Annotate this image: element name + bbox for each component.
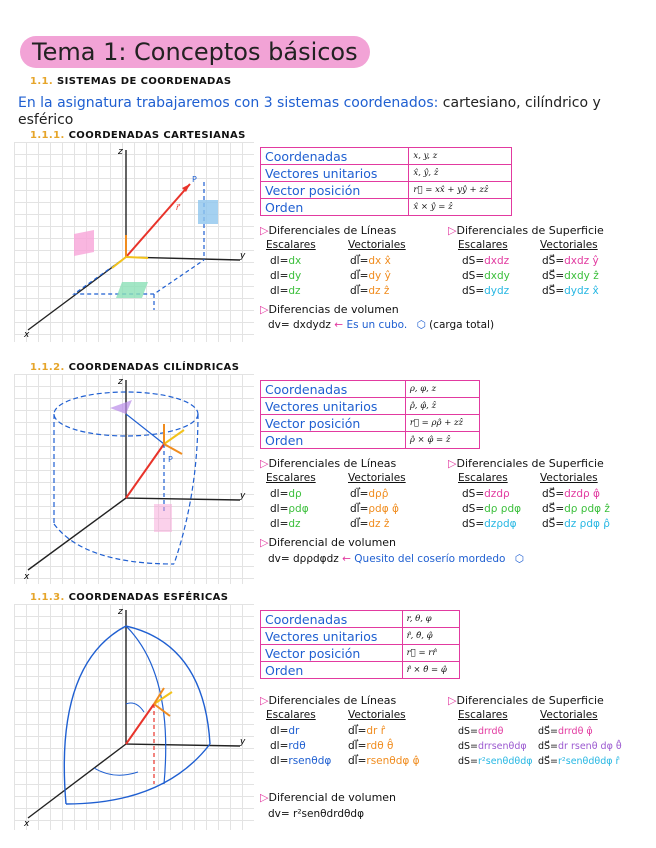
list-item: dS=dzρdφ <box>462 518 517 530</box>
section-label: SISTEMAS DE COORDENADAS <box>57 76 232 87</box>
list-item: dl=dy <box>270 270 302 282</box>
point-p-label: P <box>192 175 197 184</box>
intro-blue: En la asignatura trabajaremos con 3 sistemas coordenados: <box>18 95 439 111</box>
heading-text: Diferenciales de Superficie <box>456 694 604 707</box>
intro-text <box>18 95 638 129</box>
r-label: r⃗ <box>176 203 180 212</box>
cylindrical-volume <box>268 552 524 567</box>
list-item: dl=dz <box>270 285 301 297</box>
list-item: dS⃗=r²senθdθdφ r̂ <box>538 756 620 767</box>
cell-key: Orden <box>261 199 409 216</box>
spherical-ds-heading <box>448 694 604 707</box>
list-item: dS⃗=dr rsenθ dφ θ̂ <box>538 741 622 752</box>
heading-text: Diferencial de volumen <box>268 536 397 549</box>
cell-value: r⃗ = rr̂ <box>402 645 459 662</box>
cartesian-ds-vector-list <box>542 254 599 299</box>
volume-formula: dv= r²senθdrdθdφ <box>268 808 365 820</box>
cell-key: Coordenadas <box>261 148 409 165</box>
list-item: dl=dr <box>270 725 300 737</box>
section-label: COORDENADAS ESFÉRICAS <box>68 592 229 603</box>
list-item: dS⃗=dxdz ŷ <box>542 255 599 267</box>
cell-value: r, θ, φ <box>402 611 459 628</box>
cylindrical-dl-vector-list <box>350 487 399 532</box>
cartesian-volume <box>268 318 494 333</box>
col-vectoriales: Vectoriales <box>540 709 598 721</box>
list-item: dl⃗=dx x̂ <box>350 255 391 267</box>
cell-value: x, y, z <box>409 148 512 165</box>
col-escalares: Escalares <box>458 709 508 721</box>
y-axis-label: y <box>240 491 246 501</box>
volume-formula: dv= dρρdφdz <box>268 553 339 565</box>
spherical-volume <box>268 807 364 822</box>
cube-icon: ⬡ <box>514 553 524 565</box>
x-axis-label: x <box>24 819 30 829</box>
cell-value: r̂ × θ̂ = φ̂ <box>402 662 459 679</box>
cell-value: r̂, θ̂, φ̂ <box>402 628 459 645</box>
phi-arc <box>94 768 138 775</box>
triangle-icon: ▷ <box>260 303 269 316</box>
cell-value: ρ̂, φ̂, ẑ <box>405 398 479 415</box>
triangle-icon: ▷ <box>260 694 269 707</box>
sphere-arc <box>66 744 210 804</box>
section-number: 1.1. <box>30 76 54 87</box>
cartesian-dl-vector-list <box>350 254 391 299</box>
theta-unit-vector <box>154 704 170 716</box>
cell-value: x̂, ŷ, ẑ <box>409 165 512 182</box>
position-vector <box>126 704 154 744</box>
list-item: dl=dz <box>270 518 301 530</box>
z-axis-label: z <box>118 377 123 387</box>
col-vectoriales: Vectoriales <box>540 239 598 251</box>
cell-key: Vector posición <box>261 415 406 432</box>
cartesian-ds-scalar-list <box>462 254 510 299</box>
list-item: dl⃗=dz ẑ <box>350 285 390 297</box>
section-label: COORDENADAS CARTESIANAS <box>68 130 246 141</box>
cell-key: Vectores unitarios <box>261 628 403 645</box>
cell-value: r⃗ = xx̂ + yŷ + zẑ <box>409 182 512 199</box>
col-escalares: Escalares <box>266 472 316 484</box>
heading-text: Diferenciales de Superficie <box>456 224 604 237</box>
section-1-1-heading <box>30 76 232 87</box>
cylindrical-dl-heading <box>260 457 396 470</box>
table-row <box>261 628 460 645</box>
cylindrical-ds-scalar-list <box>462 487 521 532</box>
volume-extra: (carga total) <box>429 319 495 331</box>
heading-text: Diferenciales de Líneas <box>268 224 397 237</box>
list-item: dS⃗=drrdθ φ̂ <box>538 726 593 737</box>
heading-text: Diferencias de volumen <box>268 303 399 316</box>
volume-formula: dv= dxdydz <box>268 319 331 331</box>
spherical-vol-heading <box>260 791 396 804</box>
cartesian-axes-svg <box>14 142 254 342</box>
list-item: dS⃗=dzdρ φ̂ <box>542 488 600 500</box>
section-cartesian-heading <box>30 130 246 141</box>
section-number: 1.1.2. <box>30 362 65 373</box>
list-item: dS⃗=dz ρdφ ρ̂ <box>542 518 610 530</box>
cartesian-dl-heading <box>260 224 396 237</box>
cell-value: ρ, φ, z <box>405 381 479 398</box>
y-axis-label: y <box>240 737 246 747</box>
y-axis <box>126 498 240 500</box>
spherical-dl-scalar-list <box>270 724 331 769</box>
triangle-icon: ▷ <box>448 694 457 707</box>
list-item: dS=dydz <box>462 285 510 297</box>
dphi-wedge <box>110 400 132 414</box>
table-row <box>261 662 460 679</box>
cylindrical-ds-vector-list <box>542 487 610 532</box>
col-vectoriales: Vectoriales <box>348 709 406 721</box>
col-vectoriales: Vectoriales <box>348 472 406 484</box>
table-row <box>261 148 512 165</box>
cartesian-table <box>260 147 512 216</box>
triangle-icon: ▷ <box>448 224 457 237</box>
point-p-label: P <box>168 455 173 464</box>
cell-key: Coordenadas <box>261 611 403 628</box>
list-item: dS=r²senθdθdφ <box>458 756 533 767</box>
cell-key: Vector posición <box>261 182 409 199</box>
list-item: dS⃗=dxdy ẑ <box>542 270 599 282</box>
y-axis <box>126 744 240 746</box>
table-row <box>261 398 480 415</box>
theta-arc <box>126 703 144 712</box>
table-row <box>261 415 480 432</box>
heading-text: Diferenciales de Líneas <box>268 694 397 707</box>
col-escalares: Escalares <box>266 239 316 251</box>
cartesian-ds-heading <box>448 224 604 237</box>
list-item: dl⃗=dy ŷ <box>350 270 391 282</box>
surface-patch-blue <box>198 200 218 224</box>
triangle-icon: ▷ <box>260 457 269 470</box>
triangle-icon: ▷ <box>260 536 269 549</box>
cartesian-dl-scalar-list <box>270 254 301 299</box>
x-axis-label: x <box>24 572 30 582</box>
triangle-icon: ▷ <box>260 224 269 237</box>
cell-value: r⃗ = ρρ̂ + zẑ <box>405 415 479 432</box>
list-item: dl⃗=dρρ̂ <box>350 488 389 500</box>
list-item: dl=ρdφ <box>270 503 309 515</box>
table-row <box>261 165 512 182</box>
cell-key: Vectores unitarios <box>261 165 409 182</box>
rho-unit-vector <box>164 444 182 454</box>
list-item: dl=dx <box>270 255 302 267</box>
section-number: 1.1.3. <box>30 592 65 603</box>
list-item: dS⃗=dydz x̂ <box>542 285 599 297</box>
x-axis <box>28 744 126 818</box>
list-item: dl=rdθ <box>270 740 306 752</box>
col-escalares: Escalares <box>458 239 508 251</box>
x-axis-label: x <box>24 330 30 340</box>
list-item: dS=drrsenθdφ <box>458 741 527 752</box>
table-row <box>261 199 512 216</box>
cartesian-vol-heading <box>260 303 399 316</box>
rho-line <box>126 414 164 444</box>
cell-key: Coordenadas <box>261 381 406 398</box>
cell-value: x̂ × ŷ = ẑ <box>409 199 512 216</box>
y-unit-vector <box>126 257 148 258</box>
arrow-icon: ← <box>334 319 344 331</box>
spherical-axes-svg <box>14 604 254 830</box>
section-cylindrical-heading <box>30 362 239 373</box>
table-row <box>261 611 460 628</box>
list-item: dl=rsenθdφ <box>270 755 332 767</box>
cylindrical-vol-heading <box>260 536 396 549</box>
table-row <box>261 381 480 398</box>
list-item: dl⃗=ρdφ φ̂ <box>350 503 399 515</box>
position-vector <box>126 444 164 498</box>
col-escalares: Escalares <box>266 709 316 721</box>
surface-patch-green <box>116 282 148 298</box>
cartesian-diagram <box>14 142 254 342</box>
page-title: Tema 1: Conceptos básicos <box>20 36 370 68</box>
volume-note: Quesito del coserío mordedo <box>354 553 506 565</box>
arrow-icon: ← <box>342 553 351 565</box>
table-row <box>261 182 512 199</box>
cylindrical-table <box>260 380 480 449</box>
phi-unit-vector <box>164 430 184 444</box>
spherical-ds-vector-list <box>538 724 622 769</box>
volume-note: Es un cubo. <box>346 319 408 331</box>
cylindrical-dl-scalar-list <box>270 487 309 532</box>
list-item: dl⃗=dz ẑ <box>350 518 390 530</box>
spherical-diagram <box>14 604 254 830</box>
list-item: dS=dzdρ <box>462 488 510 500</box>
table-row <box>261 645 460 662</box>
x-unit-vector <box>112 257 126 268</box>
cylindrical-diagram <box>14 374 254 584</box>
spherical-dl-vector-list <box>348 724 420 769</box>
cylinder-arc <box>174 414 198 564</box>
meridian <box>126 626 166 784</box>
section-number: 1.1.1. <box>30 130 65 141</box>
list-item: dS⃗=dρ ρdφ ẑ <box>542 503 610 515</box>
x-axis <box>28 498 126 570</box>
triangle-icon: ▷ <box>260 791 269 804</box>
list-item: dl⃗=rsenθdφ φ̂ <box>348 755 420 767</box>
cylindrical-axes-svg <box>14 374 254 584</box>
cell-value: ρ̂ × φ̂ = ẑ <box>405 432 479 449</box>
col-vectoriales: Vectoriales <box>540 472 598 484</box>
table-row <box>261 432 480 449</box>
list-item: dS=dxdy <box>462 270 510 282</box>
sphere-arc <box>64 626 126 804</box>
cell-key: Vectores unitarios <box>261 398 406 415</box>
surface-patch <box>154 504 172 532</box>
cylindrical-ds-heading <box>448 457 604 470</box>
spherical-table <box>260 610 460 679</box>
list-item: dS=dxdz <box>462 255 510 267</box>
list-item: dl⃗=rdθ θ̂ <box>348 740 394 752</box>
surface-patch-pink <box>74 230 94 256</box>
section-spherical-heading <box>30 592 228 603</box>
triangle-icon: ▷ <box>448 457 457 470</box>
spherical-ds-scalar-list <box>458 724 533 769</box>
cell-key: Vector posición <box>261 645 403 662</box>
spherical-dl-heading <box>260 694 396 707</box>
heading-text: Diferencial de volumen <box>268 791 397 804</box>
z-axis-label: z <box>118 147 123 157</box>
col-vectoriales: Vectoriales <box>348 239 406 251</box>
list-item: dl=dρ <box>270 488 302 500</box>
heading-text: Diferenciales de Superficie <box>456 457 604 470</box>
position-vector <box>126 184 190 257</box>
list-item: dS=drrdθ <box>458 726 504 737</box>
y-axis-label: y <box>240 251 246 261</box>
cell-key: Orden <box>261 662 403 679</box>
cube-icon: ⬡ <box>416 319 426 331</box>
list-item: dl⃗=dr r̂ <box>348 725 386 737</box>
section-label: COORDENADAS CILÍNDRICAS <box>68 362 240 373</box>
intro-black: cartesiano, cilíndrico y esférico <box>18 95 601 128</box>
col-escalares: Escalares <box>458 472 508 484</box>
heading-text: Diferenciales de Líneas <box>268 457 397 470</box>
list-item: dS=dρ ρdφ <box>462 503 522 515</box>
z-axis-label: z <box>118 607 123 617</box>
cell-key: Orden <box>261 432 406 449</box>
